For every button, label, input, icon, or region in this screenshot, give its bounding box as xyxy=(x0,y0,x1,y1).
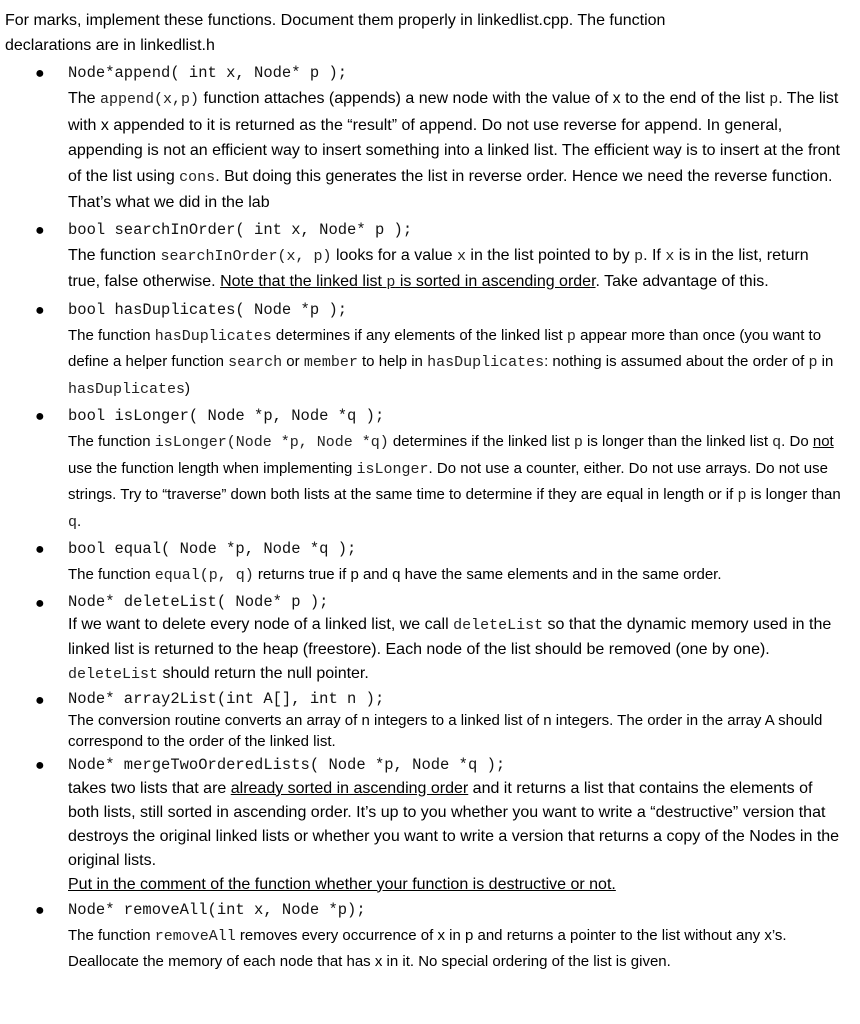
list-item-append xyxy=(5,61,845,216)
function-declaration: Node* deleteList( Node* p ); xyxy=(68,592,329,611)
bullet-icon: ● xyxy=(35,594,45,612)
function-description: If we want to delete every node of a linked list, we call deleteList so that the dynamic memory used in the linked list is returned to the heap (freestore). Each node of the list should be removed (one by one). deleteList should return the null pointer. xyxy=(68,615,832,683)
intro-line-2: declarations are in linkedlist.h xyxy=(5,37,215,54)
function-declaration: Node* mergeTwoOrderedLists( Node *p, Node *q ); xyxy=(68,755,506,774)
document-page xyxy=(5,8,845,975)
function-declaration: bool equal( Node *p, Node *q ); xyxy=(68,540,357,558)
bullet-icon: ● xyxy=(35,756,45,774)
list-item-has-duplicates xyxy=(5,298,845,403)
list-item-equal xyxy=(5,537,845,589)
function-description: The function removeAll removes every occurrence of x in p and returns a pointer to the list without any x’s. Deallocate the memory of each node that has x in it. No special ordering of the list is given. xyxy=(68,926,787,970)
list-item-remove-all xyxy=(5,898,845,975)
function-description: The function hasDuplicates determines if any elements of the linked list p appear more than once (you want to define a helper function search or member to help in hasDuplicates: nothing is assumed about the order of p in hasDuplicates) xyxy=(68,326,834,398)
underlined-note: Note that the linked list p is sorted in ascending order xyxy=(220,273,596,291)
bullet-icon: ● xyxy=(35,221,45,239)
function-declaration: Node*append( int x, Node* p ); xyxy=(68,64,348,82)
list-item-is-longer xyxy=(5,404,845,535)
bullet-icon: ● xyxy=(35,901,45,919)
intro-paragraph xyxy=(5,8,845,58)
function-description: The append(x,p) function attaches (appends) a new node with the value of x to the end of the list p. The list with x appended to it is returned as the “result” of append. Do not use reverse for append. In general, appending is not an efficient way to insert something into a linked list. The efficient way is to insert at the front of the list using cons. But doing this generates the list in reverse order. Hence we need the reverse function. That’s what we did in the lab xyxy=(68,90,840,211)
list-item-array-to-list xyxy=(5,688,845,752)
list-item-merge-two-ordered-lists xyxy=(5,753,845,897)
list-item-delete-list xyxy=(5,591,845,687)
function-declaration: bool searchInOrder( int x, Node* p ); xyxy=(68,220,413,239)
list-item-search-in-order xyxy=(5,218,845,296)
bullet-icon: ● xyxy=(35,301,45,319)
function-description: The function equal(p, q) returns true if p and q have the same elements and in the same order. xyxy=(68,566,722,584)
function-declaration: bool hasDuplicates( Node *p ); xyxy=(68,300,348,319)
bullet-icon: ● xyxy=(35,65,45,82)
function-declaration: bool isLonger( Node *p, Node *q ); xyxy=(68,407,385,425)
function-declaration: Node* array2List(int A[], int n ); xyxy=(68,689,385,708)
intro-line-1: For marks, implement these functions. Document them properly in linkedlist.cpp. The function xyxy=(5,12,666,29)
function-description: The function searchInOrder(x, p) looks for a value x in the list pointed to by p. If x is in the list, return true, false otherwise. Note that the linked list p is sorted in ascending order. Take advantage of this. xyxy=(68,246,809,291)
bullet-icon: ● xyxy=(35,691,45,709)
function-description: takes two lists that are already sorted in ascending order and it returns a list that contains the elements of both lists, still sorted in ascending order. It’s up to you whether you want to write a “destructive” version that destroys the original linked lists or whether you want to write a version that returns a copy of the Nodes in the original lists. Put in the comment of the function whether your function is destructive or not. xyxy=(68,779,840,893)
function-description: The conversion routine converts an array of n integers to a linked list of n integers. The order in the array A should correspond to the order of the linked list. xyxy=(68,711,823,750)
bullet-icon: ● xyxy=(35,408,45,425)
function-declaration: Node* removeAll(int x, Node *p); xyxy=(68,900,366,919)
bullet-icon: ● xyxy=(35,541,45,558)
function-description: The function isLonger(Node *p, Node *q) determines if the linked list p is longer than the linked list q. Do not use the function length when implementing isLonger. Do not use a counter, either. Do not use arrays. Do not use strings. Try to “traverse” down both lists at the same time to determine if they are equal in length or if p is longer than q. xyxy=(68,433,841,531)
